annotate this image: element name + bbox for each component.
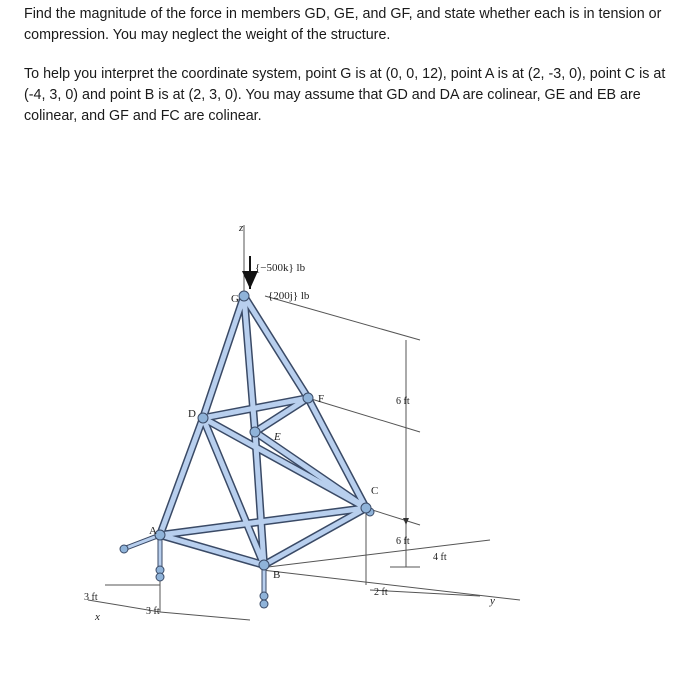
point-a-label: A [149,525,157,537]
point-g-label: G [231,293,239,305]
axis-z-label: z [239,222,244,234]
truss-members [160,296,366,565]
dim-lower-height: 6 ft [396,536,410,547]
dim-x-right: 3 ft [146,606,160,617]
load-vertical-label: {−500k} lb [255,262,306,274]
dimension-lines [88,225,520,620]
point-f-label: F [318,393,325,405]
point-c-label: C [371,485,379,497]
problem-statement: Find the magnitude of the force in members GD, GE, and GF, and state whether each is in tension or compression. You may neglect the weight of the structure. [24,6,662,43]
point-d-label: D [188,408,196,420]
dim-upper-height: 6 ft [396,396,410,407]
axis-x-label: x [95,611,100,623]
coordinate-help: To help you interpret the coordinate system, point G is at (0, 0, 12), point A is at (2, -3, 0), point C is at (-4, 3, 0) and point B is at (2, 3, 0). You may assume that GD and DA are colinear, GE and EB are colinear, and GF and FC are colinear. [24,66,666,124]
dim-x-left: 3 ft [84,592,98,603]
point-b-label: B [273,569,281,581]
truss-figure [0,200,700,683]
dim-depth: 4 ft [433,552,447,563]
load-horizontal-label: {200j} lb [268,290,310,302]
dim-offset: 2 ft [374,587,388,598]
point-e-label: E [274,431,281,443]
axis-y-label: y [490,595,495,607]
